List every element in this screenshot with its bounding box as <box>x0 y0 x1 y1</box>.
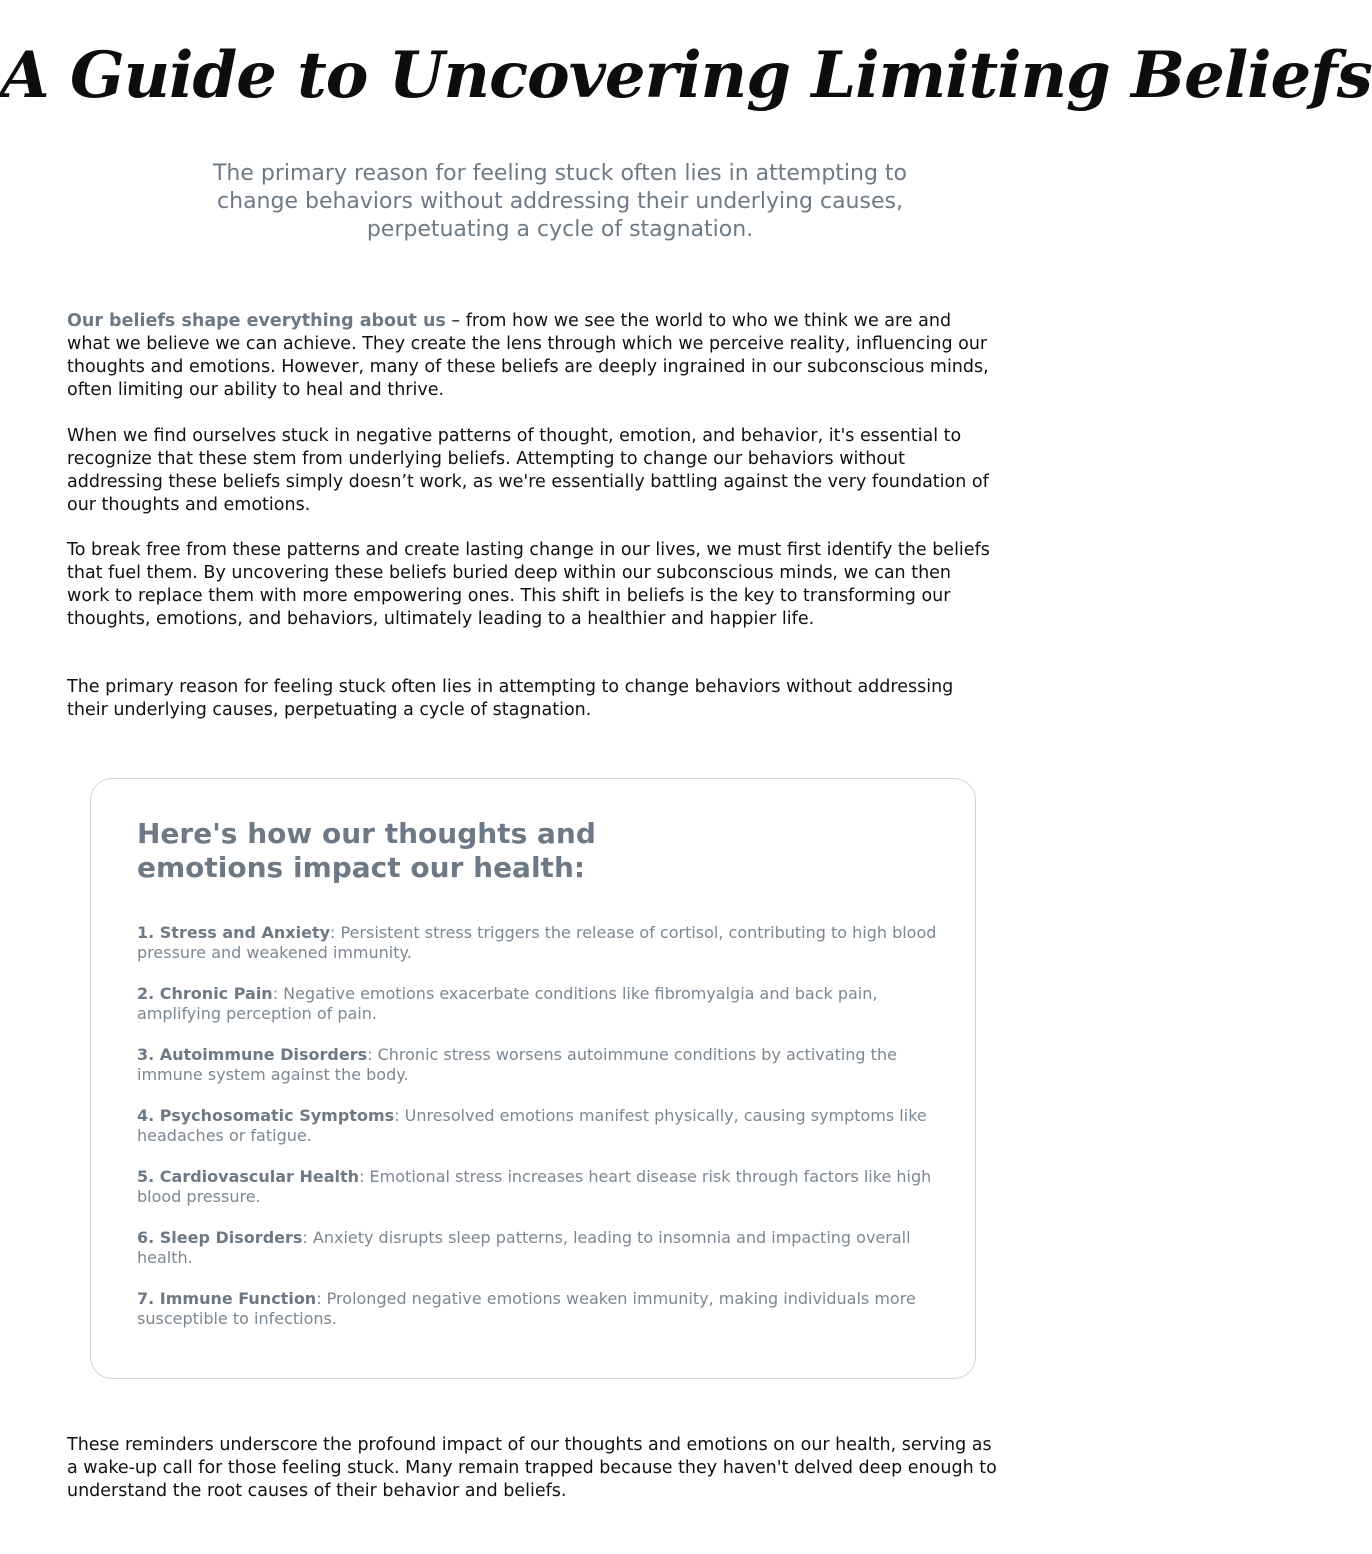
impact-item <box>137 1167 937 1228</box>
impact-item <box>137 1289 937 1350</box>
impact-item <box>137 984 937 1045</box>
impact-item-title: 7. Immune Function <box>137 1289 317 1308</box>
impact-item-text: : Persistent stress triggers the release of cortisol, contributing to high blood pressure and weakened immunity. <box>137 923 937 962</box>
impact-item-text: : Chronic stress worsens autoimmune conditions by activating the immune system against the body. <box>137 1045 897 1084</box>
impact-item <box>137 1228 937 1289</box>
subtitle-quote: The primary reason for feeling stuck often lies in attempting to change behaviors without addressing their underlying causes, perpetuating a cycle of stagnation. <box>212 161 908 242</box>
card-heading: Here's how our thoughts and emotions impact our health: <box>137 817 596 884</box>
closing-paragraph: These reminders underscore the profound impact of our thoughts and emotions on our health, serving as a wake-up call for those feeling stuck. Many remain trapped because they haven't delved deep enough to understand the root causes of their behavior and beliefs. <box>67 1435 997 1501</box>
body-paragraph-1: When we find ourselves stuck in negative patterns of thought, emotion, and behavior, it's essential to recognize that these stem from underlying beliefs. Attempting to change our behaviors without addressing these beliefs simply doesn’t work, as we're essentially battling against the very foundation of our thoughts and emotions. <box>67 426 989 515</box>
impact-item-title: 2. Chronic Pain <box>137 984 273 1003</box>
impact-list <box>137 923 937 1350</box>
body-paragraph-3: The primary reason for feeling stuck often lies in attempting to change behaviors without addressing their underlying causes, perpetuating a cycle of stagnation. <box>67 677 954 720</box>
impact-item-title: 3. Autoimmune Disorders <box>137 1045 368 1064</box>
intro-lead: Our beliefs shape everything about us <box>67 311 446 331</box>
health-impact-card <box>90 778 976 1379</box>
impact-item-title: 5. Cardiovascular Health <box>137 1167 360 1186</box>
intro-rest: – from how we see the world to who we think we are and what we believe we can achieve. They create the lens through which we perceive reality, influencing our thoughts and emotions. However, many of these beliefs are deeply ingrained in our subconscious minds, often limiting our ability to heal and thrive. <box>67 311 989 400</box>
impact-item-text: : Emotional stress increases heart disease risk through factors like high blood pressure. <box>137 1167 932 1206</box>
impact-item <box>137 923 937 984</box>
impact-item <box>137 1045 937 1106</box>
impact-item-text: : Negative emotions exacerbate conditions like fibromyalgia and back pain, amplifying perception of pain. <box>137 984 878 1023</box>
impact-item-title: 1. Stress and Anxiety <box>137 923 331 942</box>
body-paragraph-2: To break free from these patterns and create lasting change in our lives, we must first identify the beliefs that fuel them. By uncovering these beliefs buried deep within our subconscious minds, we can then work to replace them with more empowering ones. This shift in beliefs is the key to transforming our thoughts, emotions, and behaviors, ultimately leading to a healthier and happier life. <box>67 540 990 629</box>
impact-item-text: : Prolonged negative emotions weaken immunity, making individuals more susceptible to infections. <box>137 1289 916 1328</box>
impact-item <box>137 1106 937 1167</box>
page-title: A Guide to Uncovering Limiting Beliefs <box>0 38 1372 113</box>
impact-item-title: 4. Psychosomatic Symptoms <box>137 1106 395 1125</box>
impact-item-text: : Unresolved emotions manifest physically, causing symptoms like headaches or fatigue. <box>137 1106 927 1145</box>
intro-paragraph <box>67 310 997 402</box>
impact-item-title: 6. Sleep Disorders <box>137 1228 303 1247</box>
impact-item-text: : Anxiety disrupts sleep patterns, leading to insomnia and impacting overall health. <box>137 1228 911 1267</box>
